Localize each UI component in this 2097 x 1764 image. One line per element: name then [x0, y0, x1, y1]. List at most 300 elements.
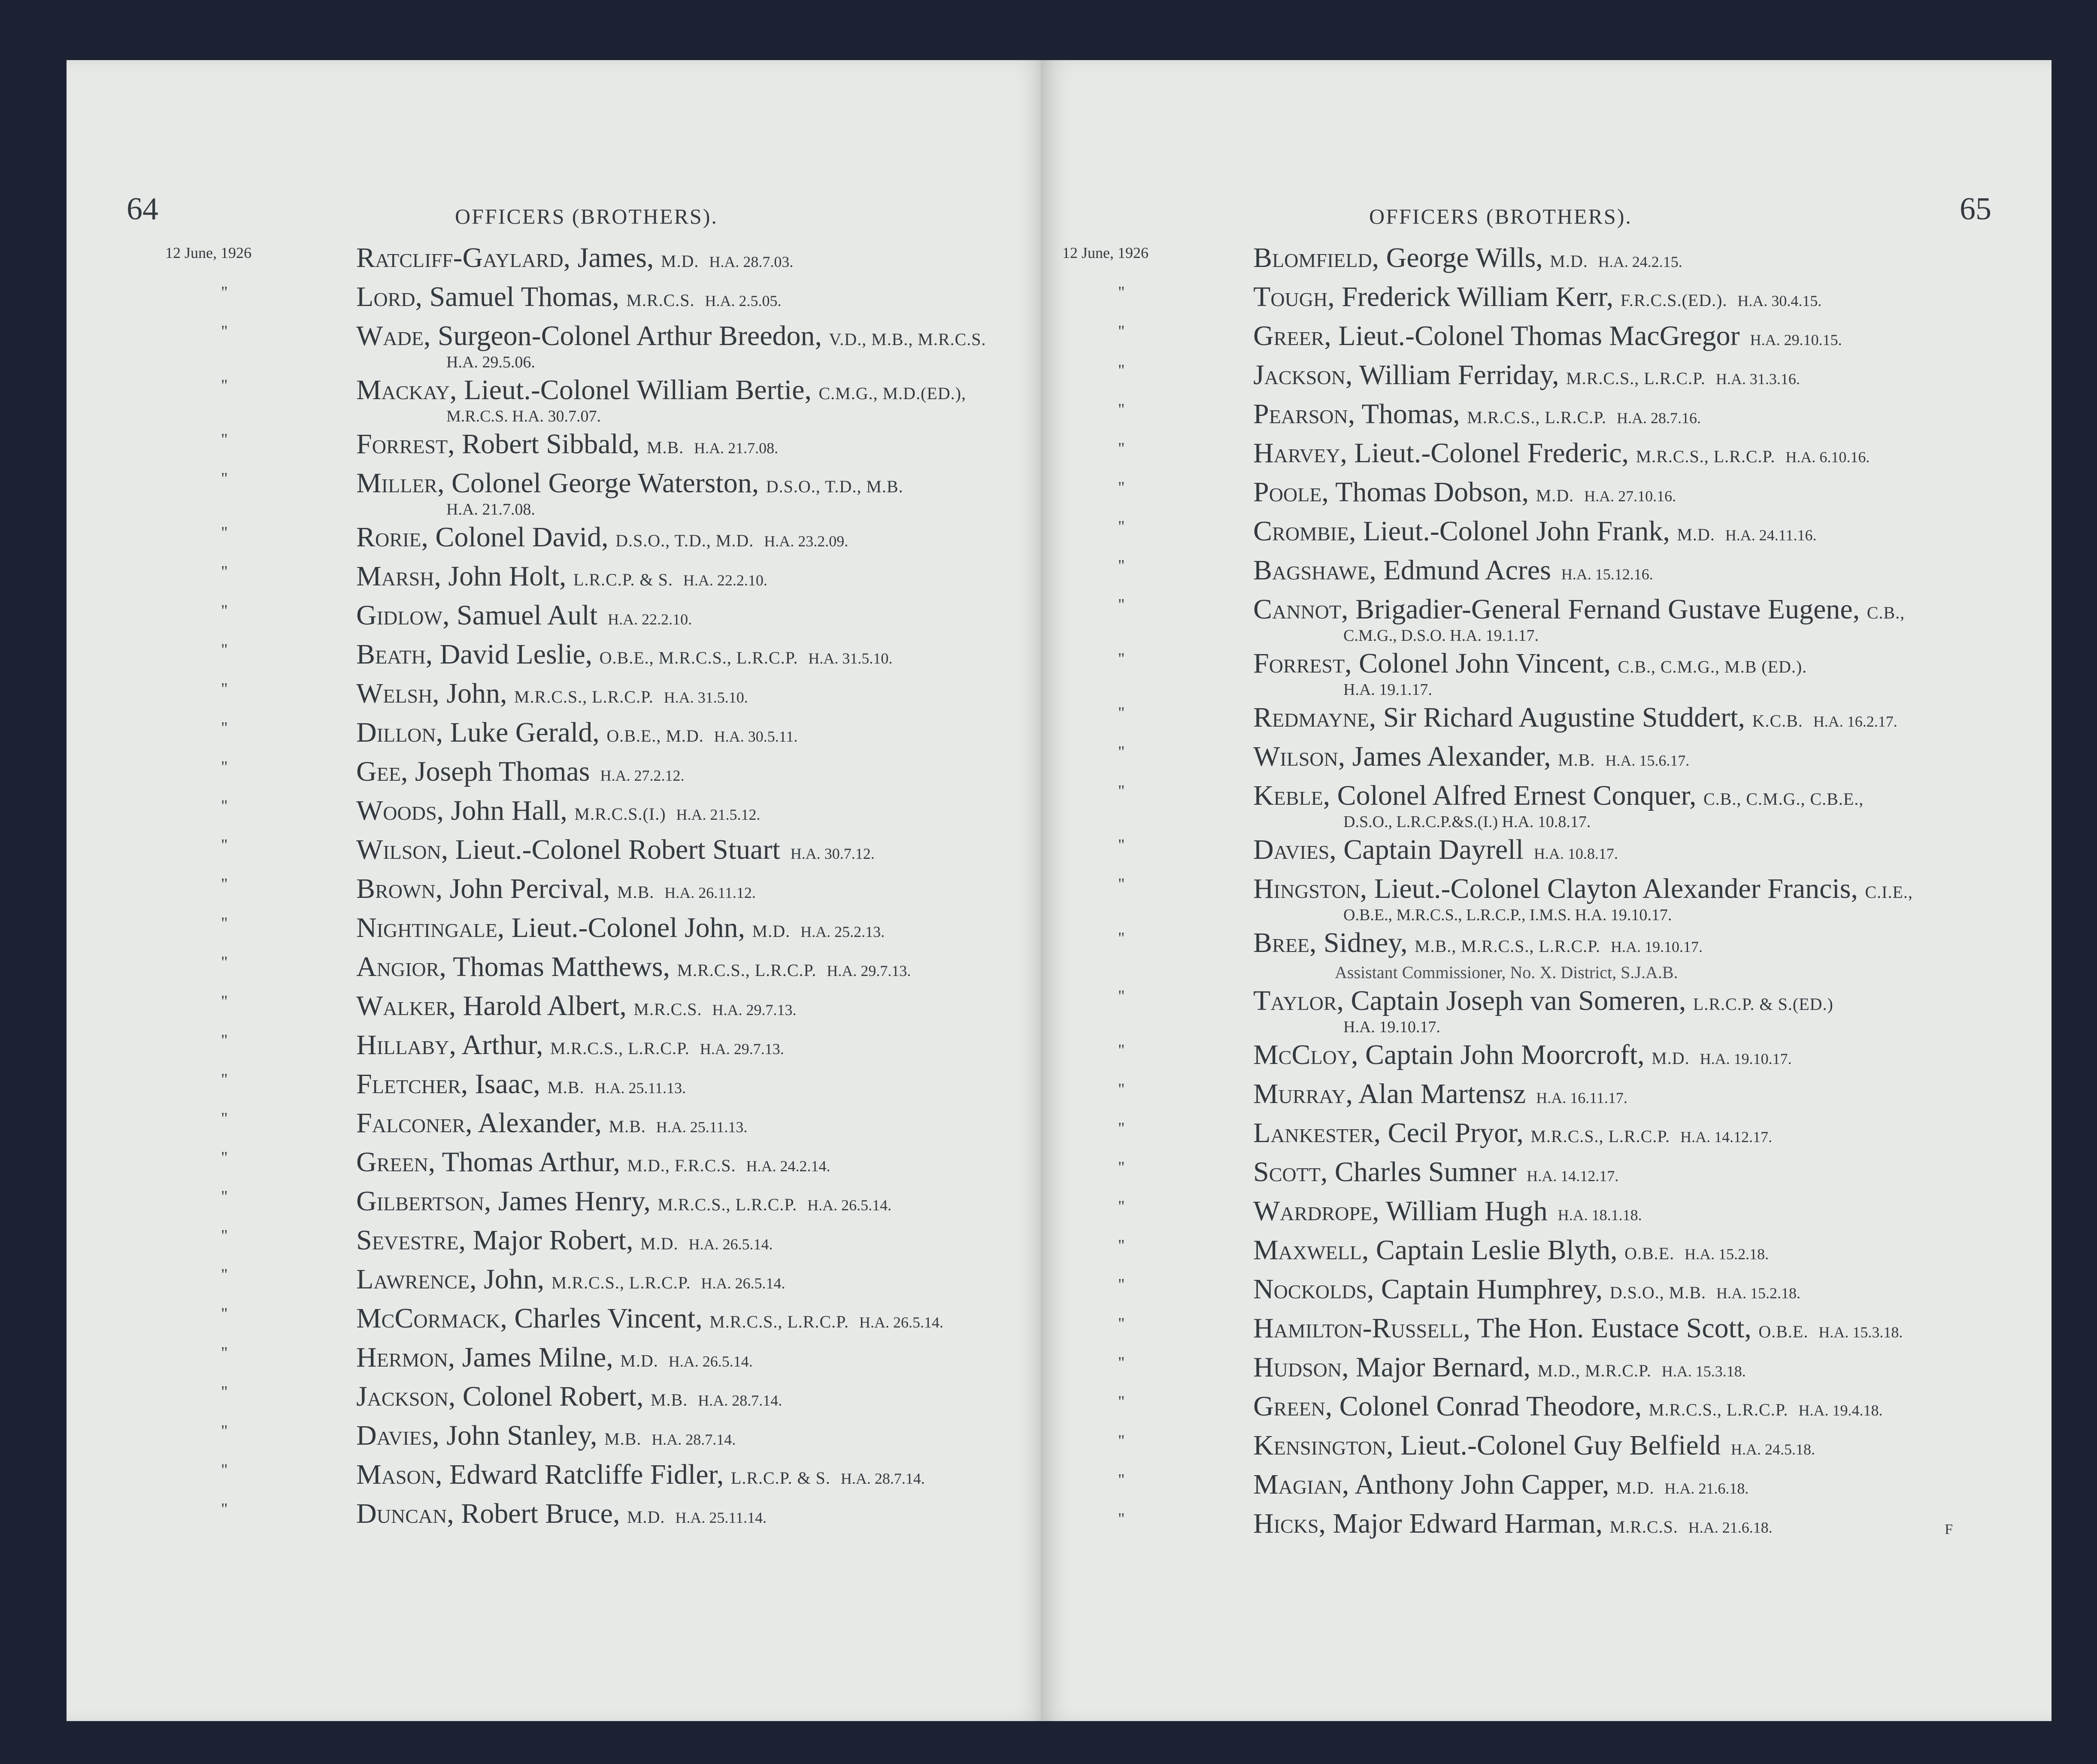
entry-surname: Kensington [1253, 1430, 1387, 1461]
entry-forenames: , John Percival, [435, 873, 610, 904]
entry-forenames: , Major Robert, [458, 1224, 633, 1256]
entry-ha-date: H.A. 16.11.17. [1536, 1089, 1627, 1106]
entry-qualifications: M.B. [1558, 750, 1595, 770]
entry-forenames: , Lieut.-Colonel Thomas MacGregor [1324, 320, 1740, 352]
list-item [1062, 1115, 1994, 1155]
entry-forenames: , Major Bernard, [1342, 1352, 1530, 1383]
entry-date: " [221, 1149, 228, 1167]
entry-qualifications: M.R.C.S., L.R.C.P. [550, 1039, 690, 1058]
entry-surname: Wade [356, 320, 424, 352]
entry-ha-date: H.A. 29.7.13. [827, 962, 911, 979]
list-item [165, 910, 1028, 949]
entry-forenames: , Harold Albert, [448, 990, 627, 1021]
entry-name-line [356, 1496, 1028, 1535]
entry-name-line [1253, 1233, 1994, 1272]
entry-forenames: , Lieut.-Colonel Robert Stuart [441, 834, 780, 865]
entry-name-line [1253, 1467, 1994, 1506]
entry-surname: Nockolds [1253, 1273, 1367, 1305]
list-item [165, 466, 1028, 520]
entry-surname: Magian [1253, 1469, 1342, 1500]
entry-surname: Green [356, 1146, 428, 1178]
entry-qualifications: M.B. [604, 1429, 642, 1449]
list-item [1062, 871, 1994, 925]
entry-surname: Keble [1253, 780, 1323, 811]
entry-surname: Mackay [356, 374, 450, 406]
entry-qualifications: M.B. [609, 1117, 646, 1136]
entry-ha-date: H.A. 14.12.17. [1527, 1167, 1619, 1185]
entry-name-line [356, 1262, 1028, 1301]
entry-date: " [1118, 1197, 1125, 1215]
entry-surname: Hillaby [356, 1029, 449, 1061]
list-item [1062, 1037, 1994, 1076]
entry-ha-date: H.A. 28.7.14. [698, 1392, 782, 1409]
entry-forenames: , James, [563, 242, 654, 273]
entry-surname: Hudson [1253, 1352, 1342, 1383]
entry-note: Assistant Commissioner, No. X. District, S.J.A.B. [1335, 963, 1678, 982]
entry-qualifications: M.B. [650, 1390, 688, 1409]
entry-date: " [1118, 1393, 1125, 1411]
entry-date: " [1118, 1119, 1125, 1137]
entry-surname: Crombie [1253, 515, 1349, 547]
entry-ha-date: H.A. 30.7.12. [790, 845, 875, 862]
entry-qualifications: M.R.C.S., L.R.C.P. [677, 961, 817, 980]
entry-surname: Davies [1253, 834, 1330, 865]
entry-qualifications: C.B., C.M.G., M.B (ED.). [1618, 657, 1807, 676]
entry-forenames: , Brigadier-General Fernand Gustave Eugene, [1341, 594, 1860, 625]
entry-qualifications: M.R.C.S., L.R.C.P. [1636, 447, 1776, 466]
list-item [1062, 832, 1994, 871]
entry-forenames: , Isaac, [461, 1068, 540, 1100]
entry-name-line [1253, 778, 1994, 817]
entry-continuation: O.B.E., M.R.C.S., L.R.C.P., I.M.S. H.A. 19.10.17. [1343, 906, 1672, 924]
entry-name-line [356, 1184, 1028, 1223]
list-item [165, 1496, 1028, 1535]
entry-name-line [1253, 397, 1994, 436]
entry-qualifications: L.R.C.P. & S. [573, 570, 673, 589]
entry-ha-date: H.A. 26.5.14. [701, 1275, 785, 1292]
list-item [1062, 318, 1994, 358]
list-item [165, 373, 1028, 427]
list-item [1062, 700, 1994, 739]
entry-surname: Taylor [1253, 985, 1337, 1016]
entry-surname: Ratcliff-Gaylard [356, 242, 564, 273]
entry-date: " [1118, 1354, 1125, 1372]
entry-name-line [356, 373, 1028, 411]
entry-forenames: , Frederick William Kerr, [1327, 281, 1614, 312]
entry-qualifications: L.R.C.P. & S. [730, 1468, 830, 1488]
list-item [165, 559, 1028, 598]
entry-date: " [221, 953, 228, 971]
entry-qualifications: M.R.C.S., L.R.C.P. [1467, 408, 1606, 427]
entry-name-line [1253, 700, 1994, 739]
entry-surname: Forrest [1253, 648, 1345, 679]
entry-surname: Cannot [1253, 594, 1341, 625]
entry-surname: Greer [1253, 320, 1324, 352]
entry-qualifications: C.B., C.M.G., C.B.E., [1703, 789, 1864, 809]
entry-name-line [1253, 279, 1994, 318]
entry-date: " [221, 914, 228, 932]
entry-date: " [1118, 1315, 1125, 1333]
entry-ha-date: H.A. 31.5.10. [808, 650, 893, 667]
entry-ha-date: H.A. 31.5.10. [664, 689, 748, 706]
entry-qualifications: M.D. [1652, 1049, 1690, 1068]
entry-name-line [1253, 1311, 1994, 1350]
entry-ha-date: H.A. 28.7.14. [840, 1470, 925, 1487]
entry-qualifications: M.R.C.S., L.R.C.P. [1649, 1400, 1788, 1419]
entry-forenames: , Sir Richard Augustine Studdert, [1369, 702, 1745, 733]
entry-name-line [356, 871, 1028, 910]
entry-ha-date: H.A. 14.12.17. [1680, 1128, 1773, 1146]
entry-ha-date: H.A. 31.3.16. [1715, 370, 1800, 388]
entry-forenames: , James Alexander, [1338, 741, 1551, 772]
list-item [165, 427, 1028, 466]
list-item [165, 676, 1028, 715]
entry-forenames: , Samuel Ault [442, 600, 598, 631]
entry-date: " [1118, 479, 1125, 497]
entry-qualifications: M.R.C.S. [1609, 1517, 1678, 1537]
entry-date: " [1118, 1158, 1125, 1176]
list-item [165, 832, 1028, 871]
entry-surname: Wardrope [1253, 1195, 1372, 1227]
entry-name-line [356, 1379, 1028, 1418]
entry-ha-date: H.A. 21.7.08. [694, 439, 779, 457]
entry-forenames: , Luke Gerald, [436, 717, 600, 748]
entry-forenames: , Cecil Pryor, [1373, 1117, 1524, 1149]
entry-date: " [221, 430, 228, 449]
entry-ha-date: H.A. 15.2.18. [1716, 1285, 1800, 1302]
entry-continuation: H.A. 19.10.17. [1343, 1018, 1440, 1036]
left-page [67, 60, 1047, 1721]
entry-name-line [1253, 739, 1994, 778]
entry-name-line [356, 793, 1028, 832]
entry-name-line [1253, 1155, 1994, 1194]
entry-name-line [1253, 1076, 1994, 1115]
entry-date: " [1118, 1510, 1125, 1528]
entry-qualifications: C.B., [1867, 603, 1905, 622]
entry-ha-date: H.A. 28.7.03. [709, 253, 794, 270]
running-head: OFFICERS (BROTHERS). [455, 204, 718, 228]
entry-forenames: , Lieut.-Colonel John Frank, [1349, 515, 1670, 547]
entry-forenames: , Captain Dayrell [1329, 834, 1524, 865]
entry-name-line [356, 1027, 1028, 1067]
entry-surname: McCormack [356, 1303, 500, 1334]
entry-surname: Falconer [356, 1107, 465, 1139]
entry-date: " [221, 875, 228, 893]
entry-ha-date: H.A. 21.6.18. [1688, 1519, 1773, 1536]
entry-date: " [1118, 650, 1125, 668]
entry-date: " [1118, 836, 1125, 854]
entry-date: " [221, 641, 228, 659]
list-item [1062, 592, 1994, 646]
list-item [165, 598, 1028, 637]
entry-date: " [1118, 1080, 1125, 1098]
entry-list [1062, 240, 1994, 1545]
entry-surname: Scott [1253, 1156, 1321, 1188]
entry-name-line [356, 466, 1028, 504]
entry-qualifications: M.R.C.S., L.R.C.P. [1530, 1127, 1670, 1146]
entry-name-line [356, 240, 1028, 279]
entry-forenames: , Thomas, [1348, 398, 1460, 430]
entry-date: " [221, 1344, 228, 1362]
list-item [1062, 358, 1994, 397]
entry-date: " [221, 758, 228, 776]
list-item [1062, 553, 1994, 592]
entry-forenames: , Robert Sibbald, [448, 428, 640, 460]
entry-forenames: , Samuel Thomas, [415, 281, 619, 312]
entry-forenames: , Charles Vincent, [500, 1303, 703, 1334]
entry-forenames: , Colonel John Vincent, [1345, 648, 1611, 679]
list-item [165, 1340, 1028, 1379]
entry-name-line [356, 832, 1028, 871]
entry-name-line [1253, 983, 1994, 1022]
entry-date: " [1118, 782, 1125, 800]
entry-surname: Tough [1253, 281, 1328, 312]
entry-name-line [356, 1301, 1028, 1340]
entry-ha-date: H.A. 10.8.17. [1533, 845, 1618, 862]
entry-forenames: , Lieut.-Colonel Clayton Alexander Francis, [1360, 873, 1858, 904]
entry-surname: Miller [356, 467, 437, 499]
entry-name-line [356, 1457, 1028, 1496]
entry-ha-date: H.A. 29.10.15. [1750, 331, 1842, 349]
entry-name-line [1253, 475, 1994, 514]
entry-surname: Wilson [1253, 741, 1338, 772]
entry-date: 12 June, 1926 [165, 244, 252, 261]
entry-surname: Hamilton-Russell [1253, 1312, 1464, 1344]
entry-qualifications: O.B.E., M.D. [606, 726, 704, 746]
entry-name-line [356, 1145, 1028, 1184]
entry-forenames: , John Hall, [436, 795, 567, 826]
entry-surname: Gee [356, 756, 401, 787]
entry-forenames: , Anthony John Capper, [1342, 1469, 1609, 1500]
entry-surname: Duncan [356, 1498, 447, 1529]
entry-date: " [1118, 283, 1125, 301]
entry-forenames: , John Holt, [434, 561, 567, 592]
entry-name-line [1253, 832, 1994, 871]
entry-forenames: , George Wills, [1372, 242, 1543, 273]
entry-qualifications: M.R.C.S., L.R.C.P. [514, 687, 654, 706]
page-number: 65 [1960, 191, 1991, 227]
entry-surname: Bagshawe [1253, 555, 1370, 586]
entry-surname: Jackson [1253, 359, 1345, 391]
entry-ha-date: H.A. 27.10.16. [1584, 488, 1676, 505]
entry-qualifications: M.D., F.R.C.S. [627, 1156, 736, 1175]
entry-date: " [1118, 1471, 1125, 1489]
entry-qualifications: C.I.E., [1865, 882, 1913, 902]
entry-forenames: , Edmund Acres [1369, 555, 1551, 586]
list-item [165, 1379, 1028, 1418]
entry-date: " [221, 376, 228, 394]
entry-name-line [356, 988, 1028, 1027]
entry-forenames: , Thomas Matthews, [439, 951, 670, 982]
entry-date: " [1118, 518, 1125, 536]
entry-date: " [1118, 1237, 1125, 1255]
entry-surname: Hicks [1253, 1508, 1319, 1539]
entry-surname: Redmayne [1253, 702, 1369, 733]
entry-forenames: , Colonel Conrad Theodore, [1325, 1391, 1642, 1422]
entry-qualifications: M.B., M.R.C.S., L.R.C.P. [1414, 937, 1600, 956]
list-item [1062, 397, 1994, 436]
signature-mark: F [1945, 1522, 1953, 1537]
entry-ha-date: H.A. 25.11.13. [656, 1118, 748, 1136]
entry-name-line [1253, 1194, 1994, 1233]
list-item [165, 1262, 1028, 1301]
entry-qualifications: M.D. [661, 252, 699, 271]
entry-surname: Lord [356, 281, 415, 312]
entry-date: " [221, 1266, 228, 1284]
entry-forenames: , Surgeon-Colonel Arthur Breedon, [423, 320, 822, 352]
entry-qualifications: M.D., M.R.C.P. [1537, 1361, 1652, 1380]
entry-surname: Hingston [1253, 873, 1360, 904]
entry-qualifications: M.D. [752, 921, 791, 941]
entry-qualifications: M.D. [640, 1234, 679, 1253]
entry-ha-date: H.A. 15.3.18. [1818, 1324, 1903, 1341]
entry-ha-date: H.A. 19.4.18. [1798, 1402, 1883, 1419]
entry-surname: McCloy [1253, 1039, 1351, 1070]
list-item [165, 1027, 1028, 1067]
entry-ha-date: H.A. 25.11.13. [594, 1079, 686, 1097]
entry-forenames: , William Hugh [1372, 1195, 1548, 1227]
entry-ha-date: H.A. 27.2.12. [600, 767, 685, 784]
list-item [1062, 983, 1994, 1037]
entry-forenames: , David Leslie, [425, 639, 593, 670]
entry-ha-date: H.A. 26.5.14. [807, 1197, 892, 1214]
list-item [1062, 1076, 1994, 1115]
entry-ha-date: H.A. 21.5.12. [676, 806, 761, 823]
entry-ha-date: H.A. 26.11.12. [664, 884, 756, 901]
entry-name-line [356, 754, 1028, 793]
entry-name-line [356, 715, 1028, 754]
entry-surname: Fletcher [356, 1068, 461, 1100]
list-item [1062, 646, 1994, 700]
entry-qualifications: M.B. [617, 882, 655, 902]
entry-name-line [356, 1106, 1028, 1145]
list-item [165, 988, 1028, 1027]
entry-ha-date: H.A. 15.3.18. [1661, 1363, 1746, 1380]
entry-date: " [221, 1461, 228, 1479]
entry-ha-date: H.A. 15.12.16. [1561, 566, 1653, 583]
list-item [165, 1301, 1028, 1340]
list-item [1062, 475, 1994, 514]
entry-forenames: , Charles Sumner [1320, 1156, 1517, 1188]
entry-date: " [1118, 875, 1125, 893]
entry-date: " [221, 1383, 228, 1401]
entry-qualifications: D.S.O., T.D., M.D. [615, 531, 754, 550]
right-page [1041, 60, 2052, 1721]
entry-date: " [221, 836, 228, 854]
entry-name-line [356, 910, 1028, 949]
entry-surname: Marsh [356, 561, 434, 592]
entry-ha-date: H.A. 30.5.11. [714, 728, 798, 745]
list-item [165, 240, 1028, 279]
entry-name-line [356, 520, 1028, 559]
entry-continuation: H.A. 21.7.08. [446, 500, 535, 518]
list-item [165, 1106, 1028, 1145]
entry-date: " [221, 1188, 228, 1206]
list-item [165, 1145, 1028, 1184]
entry-ha-date: H.A. 2.5.05. [705, 292, 782, 309]
list-item [165, 1223, 1028, 1262]
entry-ha-date: H.A. 26.5.14. [859, 1314, 943, 1331]
entry-qualifications: D.S.O., M.B. [1609, 1283, 1706, 1302]
entry-forenames: , Edward Ratcliffe Fidler, [435, 1459, 724, 1490]
entry-qualifications: M.D. [1616, 1478, 1655, 1497]
entry-date: " [221, 1500, 228, 1518]
list-item [1062, 1428, 1994, 1467]
entry-ha-date: H.A. 29.7.13. [712, 1001, 797, 1018]
entry-forenames: , Lieut.-Colonel William Bertie, [450, 374, 812, 406]
entry-surname: Nightingale [356, 912, 497, 943]
entry-ha-date: H.A. 30.4.15. [1737, 292, 1822, 309]
entry-forenames: , Captain John Moorcroft, [1351, 1039, 1645, 1070]
entry-name-line [1253, 646, 1994, 685]
entry-name-line [356, 676, 1028, 715]
entry-name-line [1253, 240, 1994, 279]
entry-name-line [356, 637, 1028, 676]
entry-qualifications: O.B.E. [1624, 1244, 1675, 1263]
entry-date: " [221, 470, 228, 488]
entry-qualifications: M.R.C.S. [626, 291, 695, 310]
entry-forenames: , John, [470, 1264, 545, 1295]
entry-ha-date: H.A. 29.7.13. [700, 1040, 784, 1058]
entry-name-line [1253, 553, 1994, 592]
entry-name-line [1253, 1272, 1994, 1311]
entry-forenames: , Lieut.-Colonel Guy Belfield [1386, 1430, 1721, 1461]
entry-surname: Rorie [356, 521, 421, 553]
entry-name-line [356, 1223, 1028, 1262]
entry-forenames: , Lieut.-Colonel John, [497, 912, 745, 943]
entry-forenames: , Thomas Arthur, [428, 1146, 620, 1178]
entry-ha-date: H.A. 21.6.18. [1664, 1480, 1749, 1497]
list-item [1062, 1506, 1994, 1545]
entry-surname: Davies [356, 1420, 433, 1451]
entry-qualifications: C.M.G., M.D.(ED.), [818, 384, 967, 403]
list-item [165, 871, 1028, 910]
entry-surname: Gilbertson [356, 1185, 484, 1217]
entry-date: " [221, 1070, 228, 1088]
entry-date: " [1118, 361, 1125, 379]
entry-surname: Jackson [356, 1381, 448, 1412]
entry-forenames: , John Stanley, [432, 1420, 597, 1451]
entry-forenames: , Arthur, [449, 1029, 543, 1061]
entry-qualifications: M.R.C.S., L.R.C.P. [709, 1312, 849, 1331]
entry-surname: Wilson [356, 834, 441, 865]
list-item [1062, 240, 1994, 279]
entry-date: " [1118, 704, 1125, 722]
entry-surname: Forrest [356, 428, 448, 460]
entry-name-line [356, 598, 1028, 637]
list-item [1062, 1233, 1994, 1272]
entry-date: " [221, 322, 228, 340]
entry-qualifications: M.D. [1536, 486, 1574, 505]
entry-forenames: , Robert Bruce, [447, 1498, 620, 1529]
entry-forenames: , Major Edward Harman, [1318, 1508, 1603, 1539]
entry-qualifications: M.R.C.S., L.R.C.P. [1566, 369, 1706, 388]
entry-ha-date: H.A. 24.2.14. [746, 1158, 830, 1175]
entry-name-line [1253, 871, 1994, 910]
entry-surname: Walker [356, 990, 449, 1021]
entry-qualifications: O.B.E., M.R.C.S., L.R.C.P. [599, 648, 798, 667]
entry-qualifications: F.R.C.S.(ED.). [1620, 291, 1727, 310]
list-item [165, 715, 1028, 754]
entry-qualifications: M.D. [627, 1507, 665, 1527]
entry-forenames: , Colonel Robert, [448, 1381, 644, 1412]
entry-name-line [356, 279, 1028, 318]
entry-qualifications: O.B.E. [1758, 1322, 1809, 1341]
entry-surname: Blomfield [1253, 242, 1372, 273]
entry-ha-date: H.A. 24.2.15. [1598, 253, 1682, 270]
list-item [1062, 1155, 1994, 1194]
entry-ha-date: H.A. 24.5.18. [1731, 1441, 1815, 1458]
